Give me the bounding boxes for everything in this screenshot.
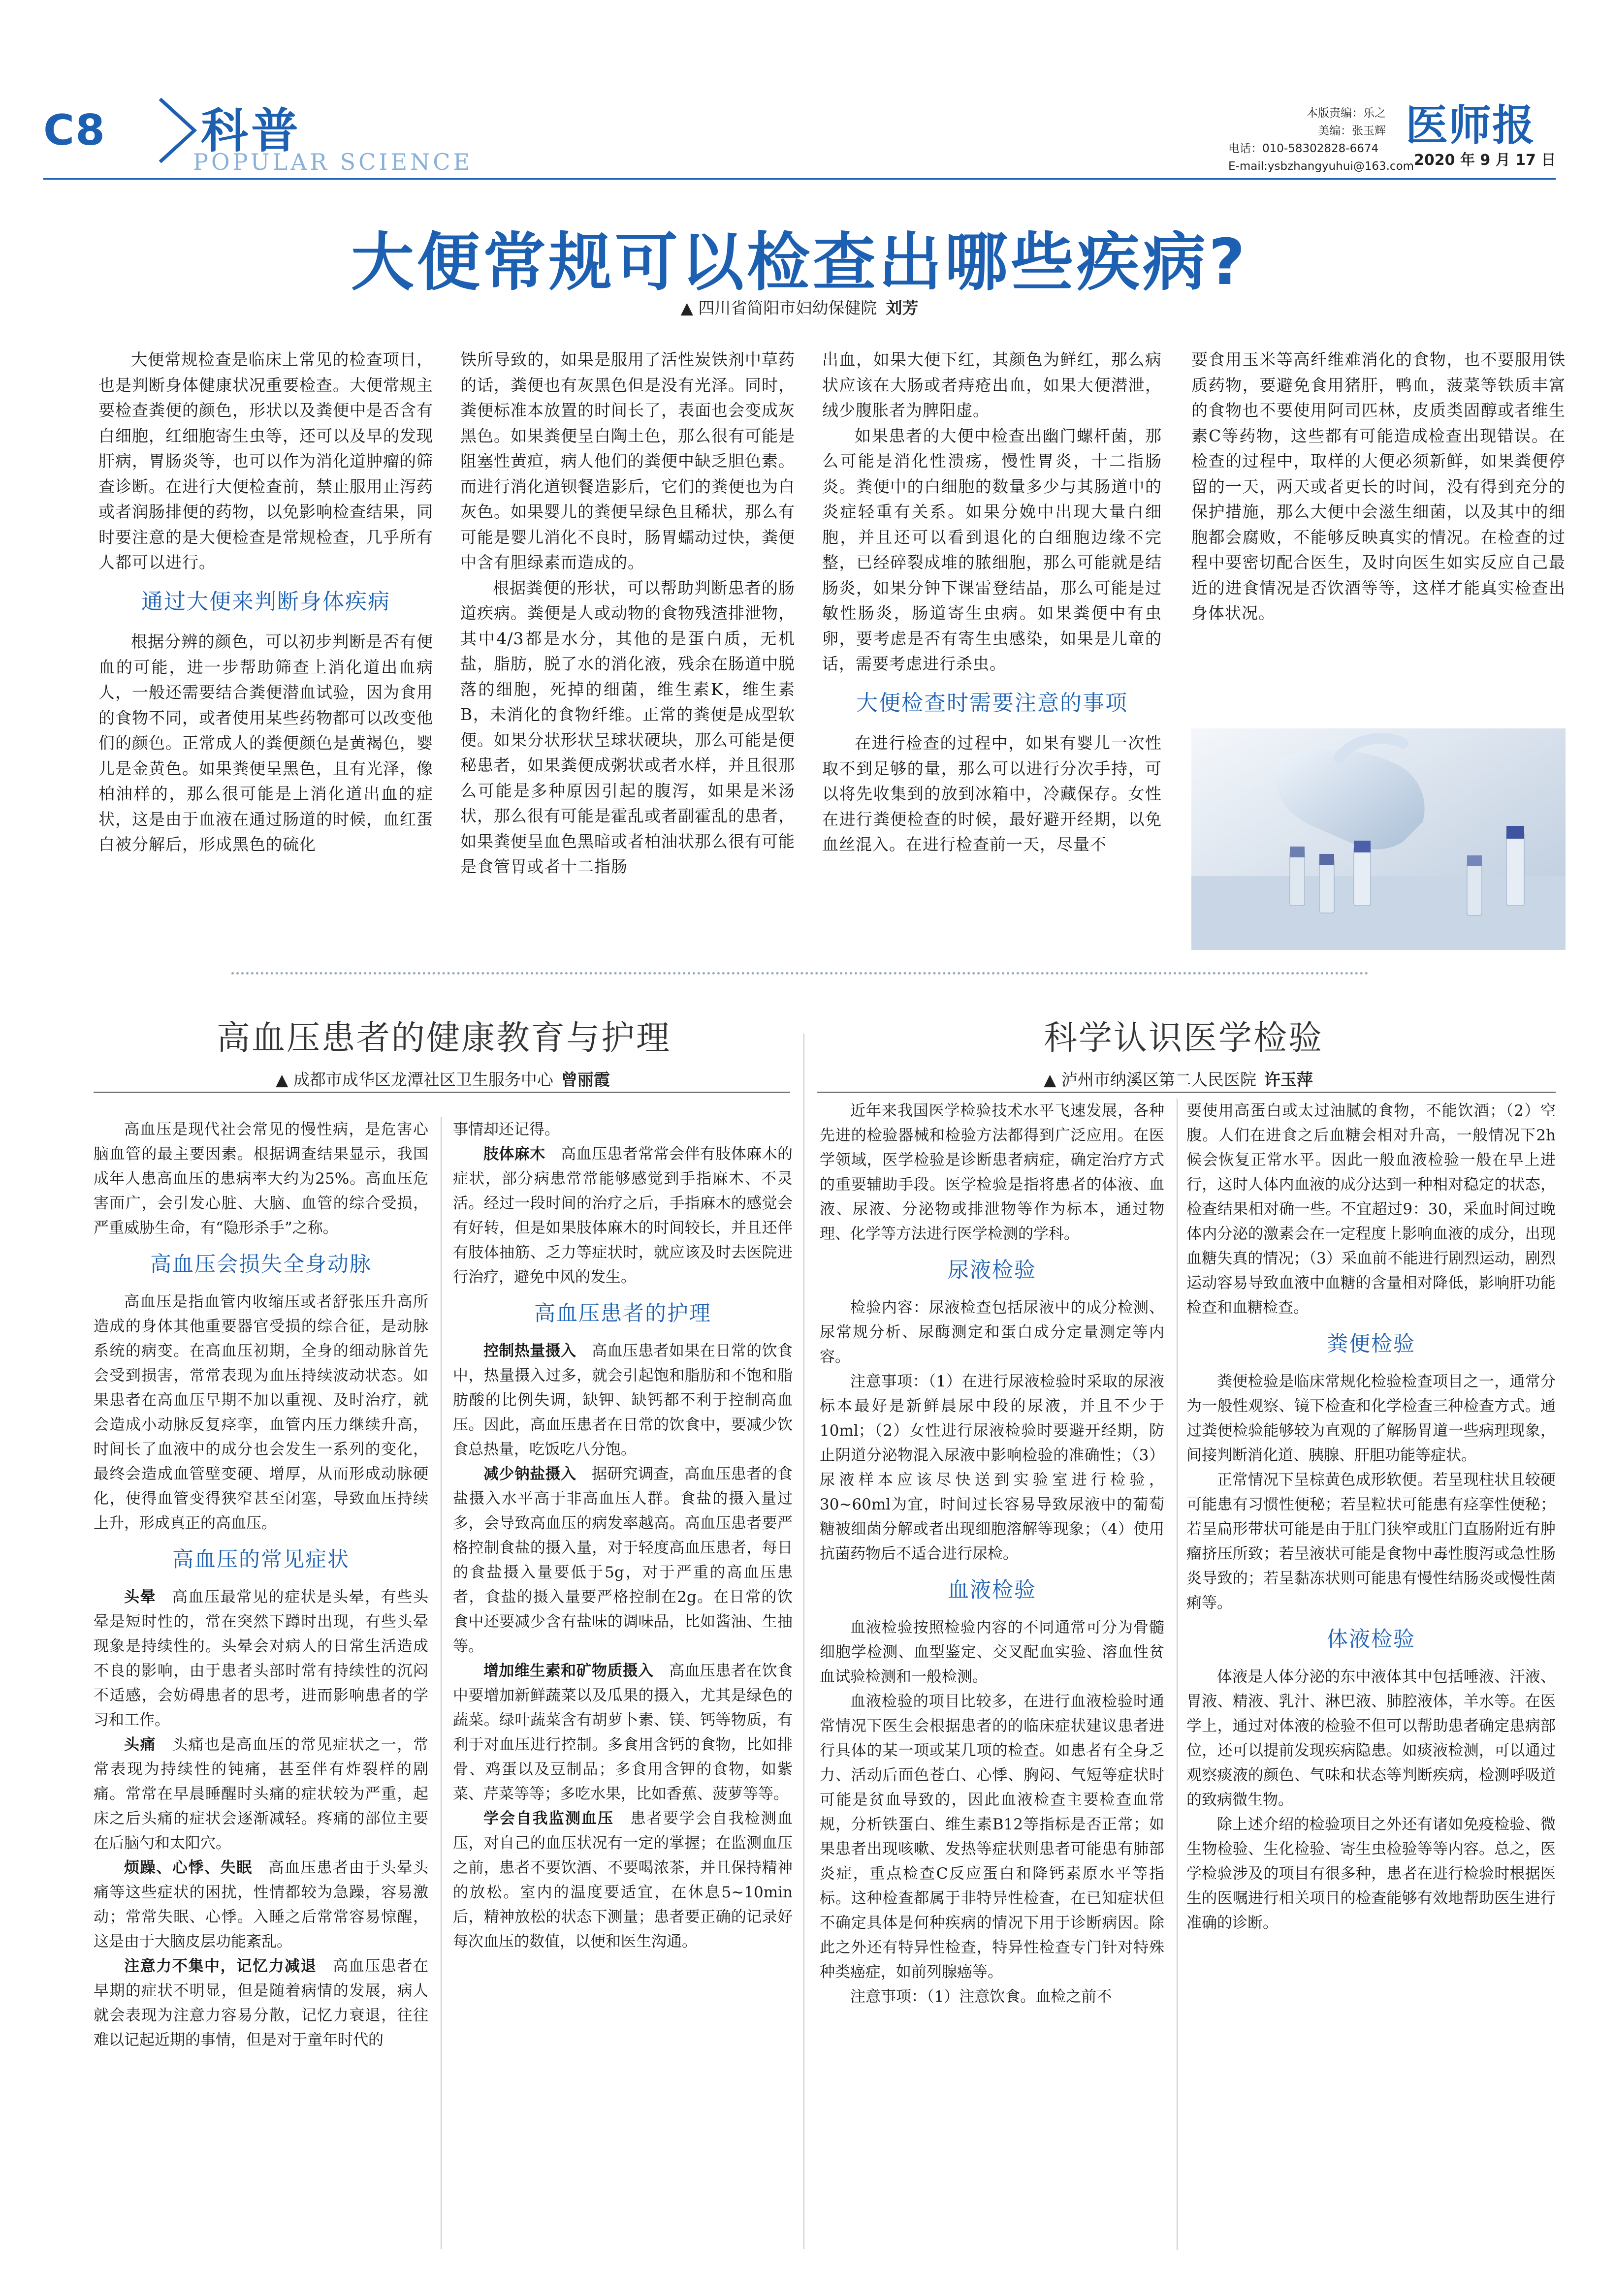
- byline-organization: ▲ 四川省简阳市妇幼保健院: [680, 298, 877, 317]
- symptom-term: 头晕: [124, 1588, 157, 1606]
- column-rule: [1177, 1099, 1178, 2250]
- paragraph: [94, 1954, 428, 2052]
- paragraph-text: 高血压患者在饮食中要增加新鲜蔬菜以及瓜果的摄入，尤其是绿色的蔬菜。绿叶蔬菜含有胡萝卜素、镁、钙等物质，有利于对血压进行控制。多食用含钙的食物，比如排骨、鸡蛋以及豆制品；多食用含钾的食物，如紫菜、芹菜等等；多吃水果，比如香蕉、菠萝等等。: [453, 1662, 793, 1803]
- section-heading: 高血压的常见症状: [172, 1547, 350, 1572]
- section-heading: 体液检验: [1327, 1627, 1415, 1652]
- bp-column-1: [94, 1117, 428, 2052]
- column-rule: [441, 1117, 442, 2249]
- symptom-term: 烦躁、心悸、失眠: [124, 1859, 253, 1877]
- paragraph: 血液检验按照检验内容的不同通常可分为骨髓细胞学检测、血型鉴定、交叉配血实验、溶血性贫血试验检测和一般检测。: [820, 1619, 1164, 1686]
- section-heading: 通过大便来判断身体疾病: [141, 589, 390, 614]
- editor-line: 本版责编：乐之: [1307, 107, 1386, 120]
- paragraph-text: 据研究调查，高血压患者的食盐摄入水平高于非高血压人群。食盐的摄入量过多，会导致高血压的病发率越高。高血压患者要严格控制食盐的摄入量，对于轻度高血压患者，每日的食盐摄入量要低于5g，对于严重的高血压患者，食盐的摄入量要严格控制在2g。在日常的饮食中还要减少含有盐味的调味品，比如酱油、生抽等。: [453, 1465, 793, 1655]
- main-article-byline: [0, 295, 1599, 318]
- paragraph: 正常情况下呈棕黄色成形软便。若呈现柱状且较硬可能患有习惯性便秘；若呈粒状可能患有痉挛性便秘；若呈扁形带状可能是由于肛门狭窄或肛门直肠附近有肿瘤挤压所致；若呈液状可能是食物中毒性腹泻或急性肠炎导致的；若呈黏冻状则可能患有慢性结肠炎或慢性菌痢等。: [1186, 1471, 1556, 1612]
- care-term: 增加维生素和矿物质摄入: [483, 1662, 654, 1680]
- section-heading: 血液检验: [948, 1578, 1036, 1603]
- email-line: E-mail:ysbzhangyuhui@163.com: [1228, 160, 1414, 173]
- newspaper-logo: 医师报: [1406, 100, 1535, 150]
- section-heading: 尿液检验: [948, 1258, 1036, 1283]
- main-column-2: [460, 347, 795, 880]
- paragraph: 根据粪便的形状，可以帮助判断患者的肠道疾病。粪便是人或动物的食物残渣排泄物，其中4/3都是水分，其他的是蛋白质，无机盐，脂肪，脱了水的消化液，残余在肠道中脱落的细胞，死掉的细菌，维生素K，维生素B，未消化的食物纤维。正常的粪便是成型软便。如果分状形状呈球状硬块，那么可能是便秘患者，如果粪便成粥状或者水样，并且很那么可能是多种原因引起的腹泻，如果是米汤状，那么很有可能是霍乱或者副霍乱的患者，如果粪便呈血色黑暗或者柏油状那么很有可能是食管胃或者十二指肠: [460, 578, 795, 876]
- section-divider: [231, 972, 1369, 975]
- section-subtitle: POPULAR SCIENCE: [193, 149, 473, 175]
- paragraph: 粪便检验是临床常规化检验检查项目之一，通常分为一般性观察、镜下检查和化学检查三种检查方式。通过粪便检验能够较为直观的了解肠胃道一些病理现象，间接判断消化道、胰腺、肝胆功能等症状。: [1186, 1373, 1556, 1464]
- paragraph: 除上述介绍的检验项目之外还有诸如免疫检验、微生物检验、生化检验、寄生虫检验等等内容。总之，医学检验涉及的项目有很多种，患者在进行检验时根据医生的医嘱进行相关项目的检查能够有效地帮助医生进行准确的诊断。: [1186, 1816, 1556, 1932]
- care-term: 控制热量摄入: [483, 1342, 576, 1360]
- paragraph: 注意事项：（1）注意饮食。血检之前不: [850, 1988, 1112, 2006]
- paragraph-text: 高血压患者常常会伴有肢体麻木的症状，部分病患常常能够感觉到手指麻木、不灵活。经过一段时间的治疗之后，手指麻木的感觉会有好转，但是如果肢体麻木的时间较长，并且还伴有肢体抽筋、乏力等症状时，就应该及时去医院进行治疗，避免中风的发生。: [453, 1145, 793, 1286]
- paragraph: [94, 1856, 428, 1954]
- paragraph: [453, 1142, 793, 1290]
- paragraph-text: 高血压患者如果在日常的饮食中，热量摄入过多，就会引起饱和脂肪和不饱和脂肪酸的比例失调，缺钾、缺钙都不利于控制高血压。因此，高血压患者在日常的饮食中，要减少饮食总热量，吃饭吃八分饱。: [453, 1342, 793, 1458]
- bp-article-byline: [276, 1067, 610, 1090]
- paragraph: 高血压是现代社会常见的慢性病，是危害心脑血管的最主要因素。根据调查结果显示，我国成年人患高血压的患病率大约为25%。高血压危害面广，会引发心脏、大脑、血管的综合受损，严重威胁生命，有“隐形杀手”之称。: [94, 1121, 428, 1237]
- paragraph: [453, 1659, 793, 1806]
- paragraph-text: 高血压最常见的症状是头晕，有些头晕是短时性的，常在突然下蹲时出现，有些头晕现象是持续性的。头晕会对病人的日常生活造成不良的影响，由于患者头部时常有持续性的沉闷不适感，会妨碍患者的思考，进而影响患者的学习和工作。: [94, 1588, 429, 1729]
- masthead: [0, 0, 1599, 187]
- lab-article-byline: [1044, 1067, 1313, 1090]
- paragraph: 体液是人体分泌的东中液体其中包括唾液、汗液、胃液、精液、乳汁、淋巴液、肺腔液体，羊水等。在医学上，通过对体液的检验不但可以帮助患者确定患病部位，还可以提前发现疾病隐患。如痰液检测，可以通过观察痰液的颜色、气味和状态等判断疾病，检测呼吸道的致病微生物。: [1186, 1668, 1556, 1809]
- paragraph: 血液检验的项目比较多，在进行血液检验时通常情况下医生会根据患者的的临床症状建议患者进行具体的某一项或某几项的检查。如患者有全身乏力、活动后面色苍白、心悸、胸闷、气短等症状时可能是贫血导致的，因此血液检查主要检查血常规，分析铁蛋白、维生素B12等指标是否正常；如果患者出现咳嗽、发热等症状则患者可能患有肺部炎症，重点检查C反应蛋白和降钙素原水平等指标。这种检查都属于非特异性检查，在已知症状但不确定具体是何种疾病的情况下用于诊断病因。除此之外还有特异性检查，特异性检查专门针对特殊种类癌症，如前列腺癌等。: [820, 1693, 1164, 1981]
- main-column-3: [822, 347, 1162, 857]
- lab-column-2: [1186, 1099, 1556, 1935]
- issue-date: 2020 年 9 月 17 日: [1414, 152, 1556, 169]
- lab-article-title: 科学认识医学检验: [1044, 1019, 1324, 1058]
- paragraph-text: 患者要学会自我检测血压，对自己的血压状况有一定的掌握；在监测血压之前，患者不要饮酒、不要喝浓茶，并且保持精神的放松。室内的温度要适宜，在休息5~10min后，精神放松的状态下测量；患者要正确的记录好每次血压的数值，以便和医生沟通。: [453, 1810, 793, 1950]
- main-column-4: [1191, 347, 1566, 626]
- paragraph-text: 高血压患者在早期的症状不明显，但是随着病情的发展，病人就会表现为注意力容易分散，记忆力衰退，往往难以记起近期的事情，但是对于童年时代的: [94, 1957, 429, 2049]
- section-heading: 大便检查时需要注意的事项: [856, 690, 1128, 716]
- symptom-term: 肢体麻木: [483, 1145, 545, 1163]
- section-title: 科普: [201, 103, 301, 158]
- paragraph: 在进行检查的过程中，如果有婴儿一次性取不到足够的量，那么可以进行分次手持，可以将先收集到的放到冰箱中，冷藏保存。女性在进行粪便检查的时候，最好避开经期，以免血丝混入。在进行检查前一天，尽量不: [822, 733, 1162, 854]
- care-term: 减少钠盐摄入: [483, 1465, 576, 1483]
- paragraph: 铁所导致的，如果是服用了活性炭铁剂中草药的话，粪便也有灰黑色但是没有光泽。同时，粪便标准本放置的时间长了，表面也会变成灰黑色。如果粪便呈白陶土色，那么很有可能是阻塞性黄疸，病人他们的粪便中缺乏胆色素。而进行消化道钡餐造影后，它们的粪便也为白灰色。如果婴儿的粪便呈绿色且稀状，那么有可能是婴儿消化不良时，肠胃蠕动过快，粪便中含有胆绿素而造成的。: [460, 350, 795, 572]
- byline-author: 刘芳: [886, 298, 919, 317]
- bp-title-rule: [94, 1092, 790, 1093]
- paragraph: [453, 1806, 793, 1954]
- paragraph: 注意事项：（1）在进行尿液检验时采取的尿液标本最好是新鲜晨尿中段的尿液，并且不少于10ml；（2）女性进行尿液检验时要避开经期，防止阴道分泌物混入尿液中影响检验的准确性；（3）尿液样本应该尽快送到实验室进行检验，30~60ml为宜，时间过长容易导致尿液中的葡萄糖被细菌分解或者出现细胞溶解等现象；（4）使用抗菌药物后不适合进行尿检。: [820, 1373, 1164, 1563]
- paragraph: 近年来我国医学检验技术水平飞速发展，各种先进的检验器械和检验方法都得到广泛应用。在医学领域，医学检验是诊断患者病症，确定治疗方式的重要辅助手段。医学检验是指将患者的体液、血液、尿液、分泌物或排泄物等作为标本，通过物理、化学等方法进行医学检测的学科。: [820, 1102, 1164, 1243]
- paragraph-text: 头痛也是高血压的常见症状之一，常常表现为持续性的钝痛，甚至伴有炸裂样的剧痛。常常在早晨睡醒时头痛的症状较为严重，起床之后头痛的症状会逐渐减轻。疼痛的部位主要在后脑勺和太阳穴。: [94, 1736, 429, 1852]
- lab-column-1: [820, 1099, 1164, 2009]
- byline-author: 许玉萍: [1264, 1070, 1313, 1089]
- paragraph: 根据分辨的颜色，可以初步判断是否有便血的可能，进一步帮助筛查上消化道出血病人，一般还需要结合粪便潜血试验，因为食用的食物不同，或者使用某些药物都可以改变他们的颜色。正常成人的粪便颜色是黄褐色，婴儿是金黄色。如果粪便呈黑色，且有光泽，像柏油样的，那么很可能是上消化道出血的症状，这是由于血液在通过肠道的时候，血红蛋白被分解后，形成黑色的硫化: [98, 632, 433, 854]
- paragraph-text: 高血压患者由于头晕头痛等这些症状的困扰，性情都较为急躁，容易激动；常常失眠、心悸。入睡之后常常容易惊醒，这是由于大脑皮层功能紊乱。: [94, 1859, 429, 1950]
- bp-article-title: 高血压患者的健康教育与护理: [217, 1019, 672, 1058]
- masthead-rule: [43, 178, 1556, 180]
- paragraph: 如果患者的大便中检查出幽门螺杆菌，那么可能是消化性溃疡，慢性胃炎，十二指肠炎。粪便中的白细胞的数量多少与其肠道中的炎症轻重有关系。如果分娩中出现大量白细胞，并且还可以看到退化的白细胞边缘不完整，已经碎裂成堆的脓细胞，那么可能就是结肠炎，如果分钟下课雷登结晶，那么可能是过敏性肠炎，肠道寄生虫病。如果粪便中有虫卵，要考虑是否有寄生虫感染，如果是儿童的话，需要考虑进行杀虫。: [822, 426, 1162, 673]
- paragraph: 检验内容：尿液检查包括尿液中的成分检测、尿常规分析、尿酶测定和蛋白成分定量测定等内容。: [820, 1299, 1164, 1366]
- paragraph: [453, 1339, 793, 1462]
- paragraph: 事情却还记得。: [453, 1121, 560, 1138]
- lab-title-rule: [817, 1092, 1556, 1093]
- lab-sample-photo: [1191, 728, 1566, 950]
- page-number: C8: [43, 106, 106, 155]
- section-heading: 高血压会损失全身动脉: [150, 1252, 372, 1277]
- main-article-title: 大便常规可以检查出哪些疾病?: [351, 226, 1248, 299]
- column-rule: [803, 1034, 804, 2249]
- phone-line: 电话：010-58302828-6674: [1228, 142, 1379, 155]
- paragraph: 要使用高蛋白或太过油腻的食物，不能饮酒；（2）空腹。人们在进食之后血糖会相对升高，一般情况下2h候会恢复正常水平。因此一般血液检验一般在早上进行，这时人体内血液的成分达到一种相对稳定的状态，检查结果相对确一些。不宜超过9：30，采血时间过晚体内分泌的激素会在一定程度上影响血液的成分，出现血糖失真的情况；（3）采血前不能进行剧烈运动，剧烈运动容易导致血液中血糖的含量相对降低，影响肝功能检查和血糖检查。: [1186, 1102, 1556, 1317]
- byline-author: 曾丽霞: [561, 1070, 610, 1089]
- paragraph: [94, 1732, 428, 1856]
- editor-info: [1228, 104, 1414, 175]
- paragraph: 出血，如果大便下红，其颜色为鲜红，那么病状应该在大肠或者痔疮出血，如果大便潜泄，绒少腹胀者为脾阳虚。: [822, 350, 1162, 420]
- byline-organization: ▲ 泸州市纳溪区第二人民医院: [1044, 1070, 1256, 1089]
- byline-organization: ▲ 成都市成华区龙潭社区卫生服务中心: [276, 1070, 553, 1089]
- paragraph: 高血压是指血管内收缩压或者舒张压升高所造成的身体其他重要器官受损的综合征，是动脉系统的病变。在高血压初期，全身的细动脉首先会受到损害，常常表现为血压持续波动状态。如果患者在高血压早期不加以重视、及时治疗，就会造成小动脉反复痉挛，血管内压力继续升高，时间长了血液中的成分也会发生一系列的变化，最终会造成血管壁变硬、增厚，从而形成动脉硬化，使得血管变得狭窄甚至闭塞，导致血压持续上升，形成真正的高血压。: [94, 1293, 428, 1532]
- paragraph: 大便常规检查是临床上常见的检查项目，也是判断身体健康状况重要检查。大便常规主要检查粪便的颜色，形状以及粪便中是否含有白细胞，红细胞寄生虫等，还可以及早的发现肝病，胃肠炎等，也可以作为消化道肿瘤的筛查诊断。在进行大便检查前，禁止服用止泻药或者润肠排便的药物，以免影响检查结果，同时要注意的是大便检查是常规检查，几乎所有人都可以进行。: [98, 350, 433, 572]
- section-heading: 粪便检验: [1327, 1332, 1415, 1356]
- paragraph: [94, 1585, 428, 1732]
- symptom-term: 注意力不集中，记忆力减退: [124, 1957, 317, 1975]
- paragraph: [453, 1462, 793, 1659]
- section-heading: 高血压患者的护理: [534, 1301, 711, 1326]
- symptom-term: 头痛: [124, 1736, 157, 1754]
- paragraph: 要食用玉米等高纤维难消化的食物，也不要服用铁质药物，要避免食用猪肝，鸭血，菠菜等铁质丰富的食物也不要使用阿司匹林，皮质类固醇或者维生素C等药物，这些都有可能造成检查出现错误。在检查的过程中，取样的大便必须新鲜，如果粪便停留的一天，两天或者更长的时间，没有得到充分的保护措施，那么大便中会滋生细菌，以及其中的细胞都会腐败，不能够反映真实的情况。在检查的过程中要密切配合医生，及时向医生如实反应自己最近的进食情况是否饮酒等等，这样才能真实检查出身体状况。: [1191, 350, 1566, 623]
- main-column-1: [98, 347, 433, 857]
- bp-column-2: [453, 1117, 793, 1954]
- art-editor-line: 美编：张玉辉: [1318, 125, 1386, 137]
- care-term: 学会自我监测血压: [483, 1810, 614, 1827]
